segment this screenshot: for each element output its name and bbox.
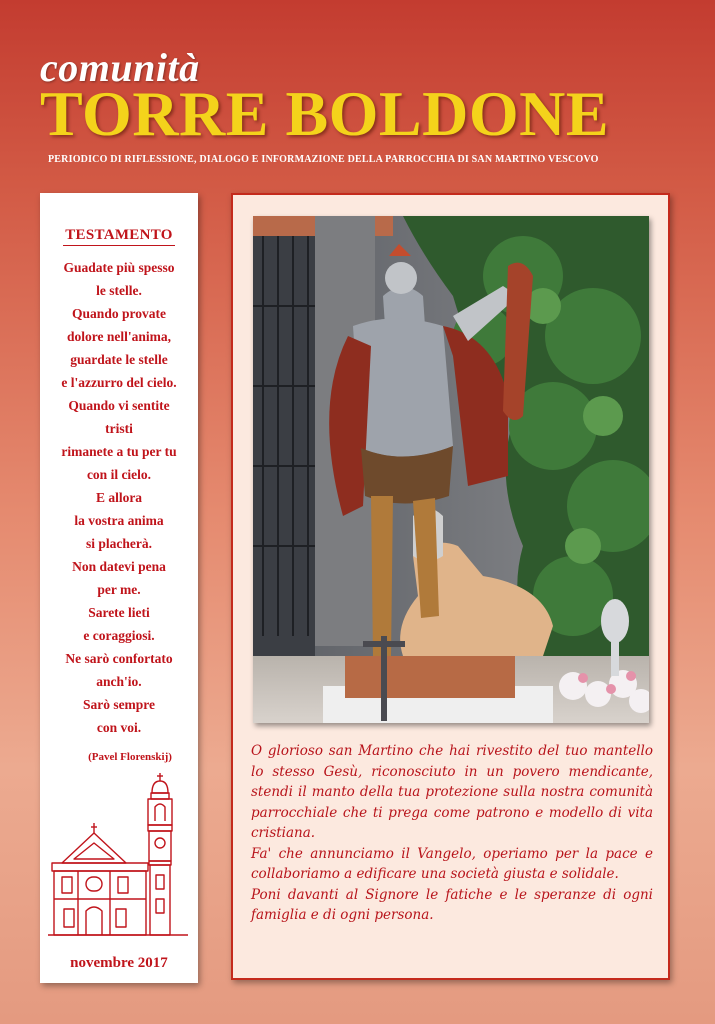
- saint-martin-statue-photo: [253, 216, 649, 723]
- poem-line: Sarò sempre: [82, 697, 156, 712]
- poem-line: con il cielo.: [86, 467, 152, 482]
- poem-line: si placherà.: [86, 536, 152, 551]
- poem-line: la vostra anima: [74, 513, 164, 528]
- poem-line: rimanete a tu per tu: [61, 444, 177, 459]
- sidebar-testament: [40, 193, 198, 983]
- prayer-text: [251, 741, 653, 926]
- prayer-paragraph: Poni davanti al Signore le fatiche e le speranze di ogni famiglia e di ogni persona.: [251, 886, 653, 923]
- poem-line: anch'io.: [96, 674, 142, 689]
- poem-line: per me.: [97, 582, 141, 597]
- brand-small-title: comunità: [40, 45, 200, 90]
- main-panel: [231, 193, 670, 980]
- poem-line: con voi.: [96, 720, 142, 735]
- poem-line: E allora: [95, 490, 143, 505]
- issue-date: novembre 2017: [70, 955, 168, 971]
- poem-line: e l'azzurro del cielo.: [61, 375, 177, 390]
- poem-line: e coraggiosi.: [83, 628, 155, 643]
- prayer-paragraph: Fa' che annunciamo il Vangelo, operiamo per la pace e collaboriamo a edificare una società giusta e solidale.: [251, 845, 653, 882]
- poem-line: Non datevi pena: [72, 559, 166, 574]
- poem-line: dolore nell'anima,: [66, 329, 171, 344]
- poem-line: Quando provate: [72, 306, 166, 321]
- prayer-paragraph: O glorioso san Martino che hai rivestito del tuo mantello lo stesso Gesù, riconosciuto in un povero mendicante, stendi il manto della tua protezione sulla nostra comunità parrocchiale che ti prega come patrono e modello di vita cristiana.: [251, 743, 653, 841]
- poem-line: tristi: [105, 421, 133, 436]
- poem-line: Ne sarò confortato: [65, 651, 173, 666]
- poem: [40, 256, 198, 763]
- statue-photo-icon: [253, 216, 649, 723]
- poem-line: le stelle.: [96, 283, 142, 298]
- poem-line: guardate le stelle: [70, 352, 168, 367]
- sidebar-title: TESTAMENTO: [63, 227, 174, 246]
- poem-line: Quando vi sentite: [68, 398, 170, 413]
- masthead: [0, 0, 715, 180]
- poem-line: Sarete lieti: [88, 605, 150, 620]
- poem-author: (Pavel Florenskij): [88, 751, 172, 763]
- tagline: PERIODICO DI RIFLESSIONE, DIALOGO E INFORMAZIONE DELLA PARROCCHIA DI SAN MARTINO VESCOVO: [48, 154, 599, 165]
- poem-line: Guadate più spesso: [63, 260, 175, 275]
- brand-title: TORRE BOLDONE: [40, 78, 609, 149]
- church-drawing-icon: [48, 771, 190, 941]
